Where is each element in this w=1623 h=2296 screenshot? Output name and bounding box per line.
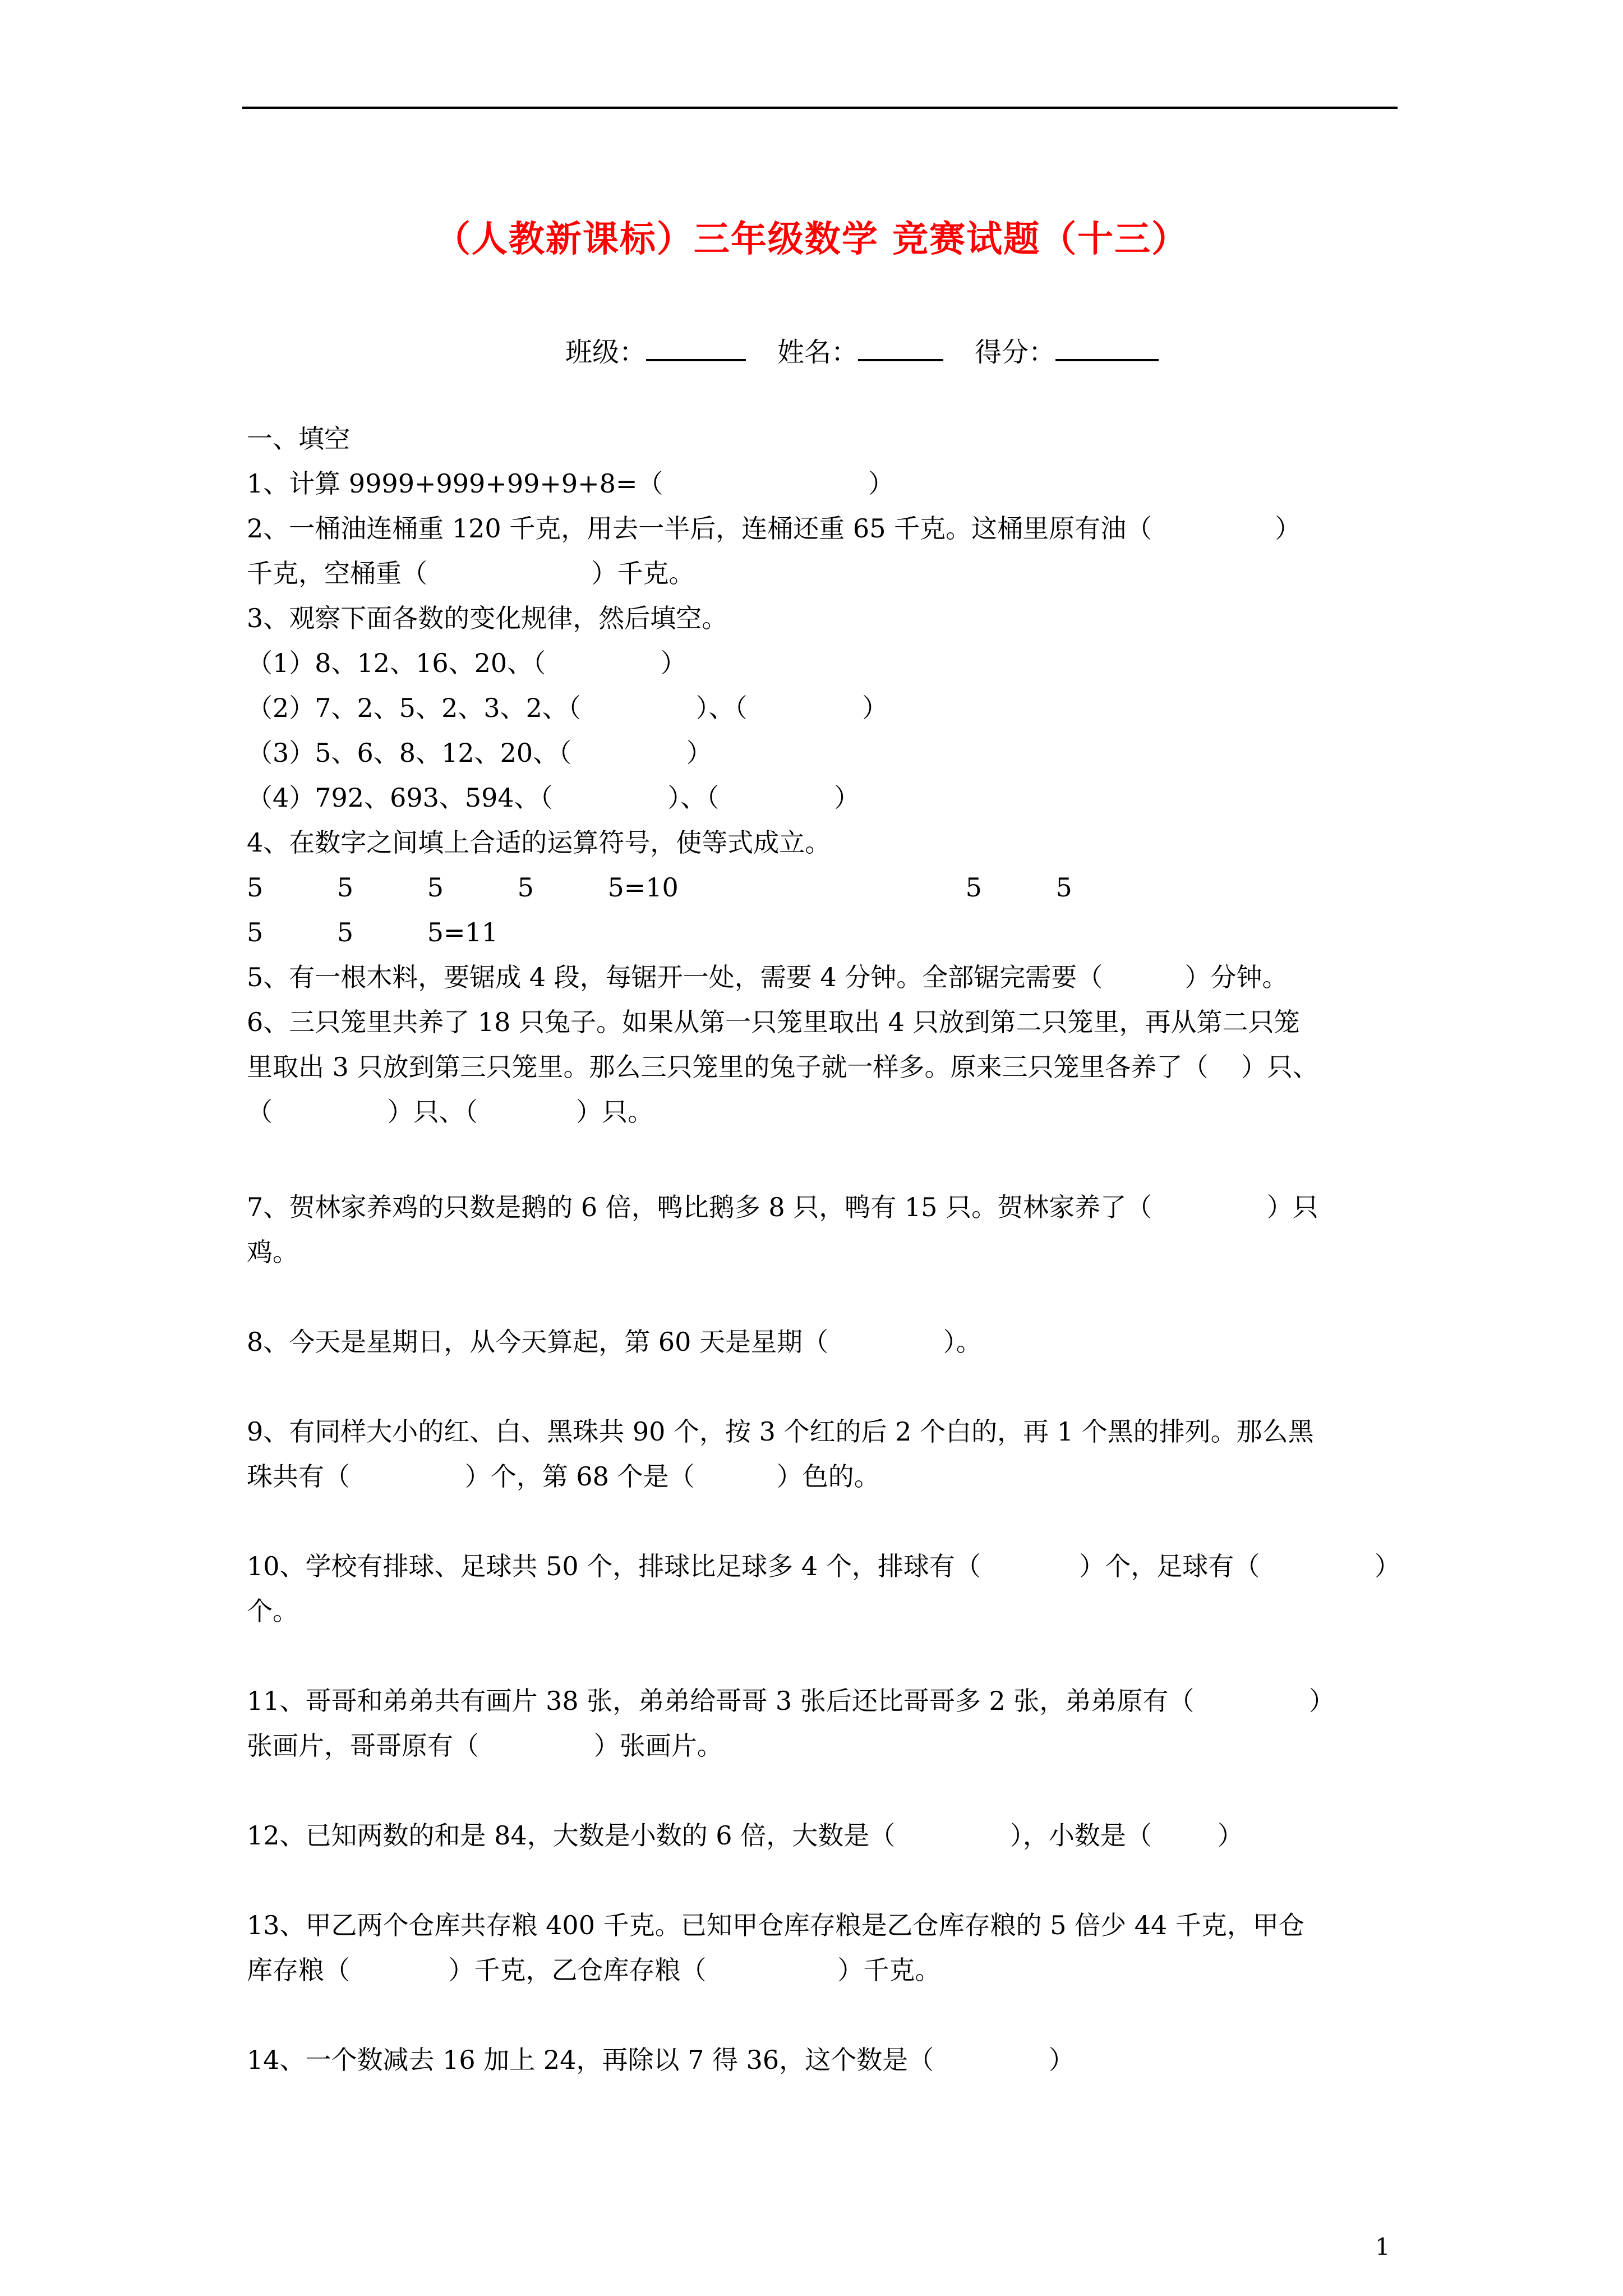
page-number: 1 [1375,2233,1390,2261]
question-line: 6、三只笼里共养了 18 只兔子。如果从第一只笼里取出 4 只放到第二只笼里，再从第二只笼 [247,1007,1300,1037]
question-line: 12、已知两数的和是 84，大数是小数的 6 倍，大数是（ ），小数是（ ） [247,1820,1243,1851]
question-line: 1、计算 9999+999+99+9+8=（ ） [247,468,895,499]
student-info-row [565,331,1159,371]
question-line: 5、有一根木料，要锯成 4 段，每锯开一处，需要 4 分钟。全部锯完需要（ ）分钟。 [247,962,1288,992]
question-line: 张画片，哥哥原有（ ）张画片。 [247,1731,723,1761]
section-heading: 一、填空 [247,424,350,454]
question-line: 8、今天是星期日，从今天算起，第 60 天是星期（ ）。 [247,1327,982,1357]
question-line: 7、贺林家养鸡的只数是鹅的 6 倍，鸭比鹅多 8 只，鸭有 15 只。贺林家养了（ ）只 [247,1192,1318,1222]
question-line: 14、一个数减去 16 加上 24，再除以 7 得 36，这个数是（ ） [247,2045,1075,2075]
question-line: （ ）只、（ ）只。 [247,1097,654,1127]
question-line: 10、学校有排球、足球共 50 个，排球比足球多 4 个，排球有（ ）个，足球有（ ） [247,1551,1400,1581]
question-line: （1）8、12、16、20、（ ） [247,648,686,678]
question-line: 个。 [247,1596,298,1626]
question-line: 9、有同样大小的红、白、黑珠共 90 个，按 3 个红的后 2 个白的，再 1 个黑的排列。那么黑 [247,1416,1314,1447]
header-rule [242,107,1398,109]
question-line: （3）5、6、8、12、20、（ ） [247,738,712,768]
question-line: 3、观察下面各数的变化规律，然后填空。 [247,603,728,633]
name-label: 姓名： [777,337,859,368]
question-line: （2）7、2、5、2、3、2、（ ）、（ ） [247,693,888,723]
question-line: 千克，空桶重（ ）千克。 [247,558,695,588]
page-title: （人教新课标）三年级数学 竞赛试题（十三） [434,218,1189,260]
question-line: 里取出 3 只放到第三只笼里。那么三只笼里的兔子就一样多。原来三只笼里各养了（ ）只、 [247,1052,1318,1082]
question-line: 11、哥哥和弟弟共有画片 38 张，弟弟给哥哥 3 张后还比哥哥多 2 张，弟弟原有（ ） [247,1686,1335,1716]
class-blank[interactable] [646,331,746,361]
question-line: 2、一桶油连桶重 120 千克，用去一半后，连桶还重 65 千克。这桶里原有油（ ） [247,513,1301,544]
score-blank[interactable] [1055,331,1159,361]
question-line: 鸡。 [247,1237,298,1267]
question-line: 4、在数字之间填上合适的运算符号，使等式成立。 [247,827,831,858]
question-line: 13、甲乙两个仓库共存粮 400 千克。已知甲仓库存粮是乙仓库存粮的 5 倍少 44 千克，甲仓 [247,1910,1304,1940]
name-blank[interactable] [858,331,943,361]
question-line: 5 5 5=11 [247,917,499,947]
question-line: （4）792、693、594、（ ）、（ ） [247,783,860,813]
question-line: 5 5 5 5 5=10 5 5 [247,872,1072,903]
score-label: 得分： [975,337,1056,368]
question-line: 珠共有（ ）个，第 68 个是（ ）色的。 [247,1461,880,1492]
question-line: 库存粮（ ）千克，乙仓库存粮（ ）千克。 [247,1955,941,1985]
class-label: 班级： [565,337,647,368]
